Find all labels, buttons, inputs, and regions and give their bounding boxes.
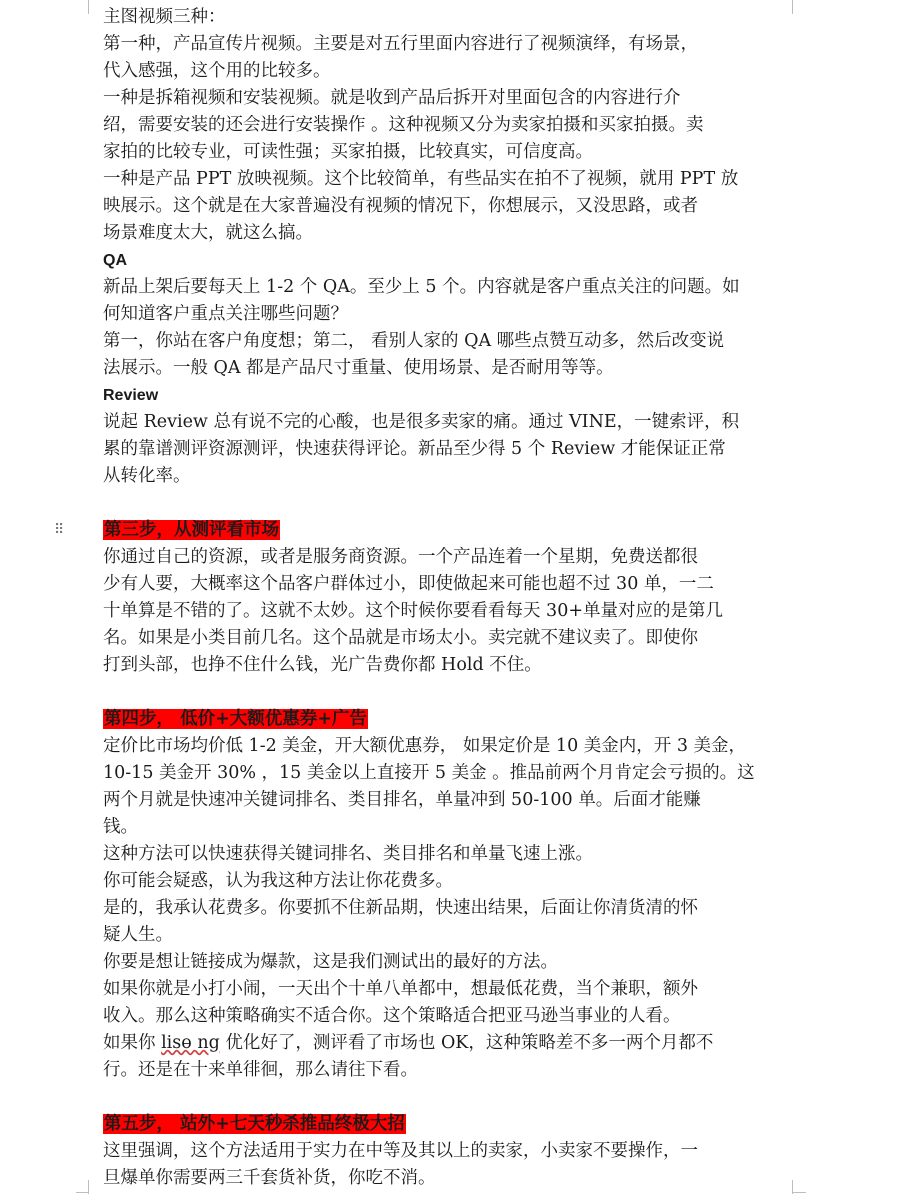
step-heading-3 — [103, 517, 803, 544]
listing-line-after: 优化好了，测评看了市场也 OK，这种策略差不多一两个月都不 — [219, 1033, 714, 1053]
page-corner-mark — [76, 1192, 88, 1193]
paragraph-line: 新品上架后要每天上 1-2 个 QA。至少上 5 个。内容就是客户重点关注的问题。如 — [103, 277, 740, 297]
paragraph-line: 名。如果是小类目前几名。这个品就是市场太小。卖完就不建议卖了。即使你 — [103, 628, 698, 648]
paragraph-line: 说起 Review 总有说不完的心酸，也是很多卖家的痛。通过 VINE，一键索评，积 — [103, 412, 740, 432]
paragraph-line: 少有人要，大概率这个品客户群体过小，即使做起来可能也超不过 30 单，一二 — [103, 574, 714, 594]
paragraph-line: 这里强调，这个方法适用于实力在中等及其以上的卖家，小卖家不要操作，一 — [103, 1141, 698, 1161]
paragraph-line: 十单算是不错的了。这就不太妙。这个时候你要看看每天 30+单量对应的是第几 — [103, 601, 723, 621]
blank-line — [103, 490, 803, 517]
paragraph-line: 何知道客户重点关注哪些问题？ — [103, 304, 348, 324]
paragraph-line: 旦爆单你需要两三千套货补货，你吃不消。 — [103, 1168, 436, 1188]
paragraph-line: 从转化率。 — [103, 466, 191, 486]
paragraph-line: 这种方法可以快速获得关键词排名、类目排名和单量飞速上涨。 — [103, 844, 593, 864]
section-heading-qa: QA — [103, 252, 127, 269]
paragraph-line: 钱。 — [103, 817, 138, 837]
paragraph-line: 你可能会疑惑，认为我这种方法让你花费多。 — [103, 871, 453, 891]
document-body — [103, 4, 803, 1192]
paragraph-line: 如果你就是小打小闹，一天出个十单八单都中，想最低花费，当个兼职，额外 — [103, 979, 698, 999]
page-corner-mark — [792, 1192, 806, 1193]
paragraph-line: 绍，需要安装的还会进行安装操作 。这种视频又分为卖家拍摄和买家拍摄。卖 — [103, 115, 704, 135]
highlighted-heading: 第五步， 站外+七天秒杀推品终极大招 — [104, 1114, 405, 1134]
paragraph-line: 你要是想让链接成为爆款，这是我们测试出的最好的方法。 — [103, 952, 558, 972]
paragraph-line: 法展示。一般 QA 都是产品尺寸重量、使用场景、是否耐用等等。 — [103, 358, 614, 378]
paragraph-line: 代入感强，这个用的比较多。 — [103, 61, 331, 81]
section-heading-review: Review — [103, 387, 159, 404]
step-heading-4 — [103, 706, 803, 733]
paragraph-line: 第一种，产品宣传片视频。主要是对五行里面内容进行了视频演绎，有场景， — [103, 34, 698, 54]
paragraph-line: 第一，你站在客户角度想；第二， 看别人家的 QA 哪些点赞互动多，然后改变说 — [103, 331, 725, 351]
blank-line — [103, 1084, 803, 1111]
paragraph-line: 主图视频三种： — [103, 7, 226, 27]
paragraph-line-listing — [103, 1030, 803, 1057]
step-heading-5 — [103, 1111, 803, 1138]
paragraph-line: 打到头部，也挣不住什么钱，光广告费你都 Hold 不住。 — [103, 655, 542, 675]
paragraph-line: 行。还是在十来单徘徊，那么请往下看。 — [103, 1060, 418, 1080]
page-corner-mark — [88, 1180, 89, 1194]
paragraph-line: 疑人生。 — [103, 925, 173, 945]
misspelled-word[interactable]: lisɵ ng — [161, 1033, 220, 1053]
paragraph-line: 一种是产品 PPT 放映视频。这个比较简单，有些品实在拍不了视频，就用 PPT 放 — [103, 169, 739, 189]
listing-line-before: 如果你 — [103, 1033, 162, 1053]
paragraph-line: 累的靠谱测评资源测评，快速获得评论。新品至少得 5 个 Review 才能保证正常 — [103, 439, 726, 459]
paragraph-line: 你通过自己的资源，或者是服务商资源。一个产品连着一个星期，免费送都很 — [103, 547, 698, 567]
paragraph-line: 映展示。这个就是在大家普遍没有视频的情况下，你想展示，又没思路，或者 — [103, 196, 698, 216]
page-corner-mark — [88, 0, 89, 14]
paragraph-line: 家拍的比较专业，可读性强；买家拍摄，比较真实，可信度高。 — [103, 142, 593, 162]
paragraph-line: 两个月就是快速冲关键词排名、类目排名，单量冲到 50-100 单。后面才能赚 — [103, 790, 701, 810]
paragraph-line: 定价比市场均价低 1-2 美金，开大额优惠券， 如果定价是 10 美金内，开 3 美金， — [103, 736, 747, 756]
blank-line — [103, 679, 803, 706]
drag-handle-icon[interactable]: ⠿ — [54, 522, 65, 538]
paragraph-line: 场景难度太大，就这么搞。 — [103, 223, 313, 243]
paragraph-line: 是的，我承认花费多。你要抓不住新品期，快速出结果，后面让你清货清的怀 — [103, 898, 698, 918]
paragraph-line: 一种是拆箱视频和安装视频。就是收到产品后拆开对里面包含的内容进行介 — [103, 88, 681, 108]
paragraph-line: 收入。那么这种策略确实不适合你。这个策略适合把亚马逊当事业的人看。 — [103, 1006, 681, 1026]
highlighted-heading: 第四步， 低价+大额优惠券+广告 — [104, 709, 367, 729]
highlighted-heading: 第三步，从测评看市场 — [104, 520, 279, 540]
paragraph-line: 10-15 美金开 30% ，15 美金以上直接开 5 美金 。推品前两个月肯定会亏损的。这 — [103, 763, 755, 783]
